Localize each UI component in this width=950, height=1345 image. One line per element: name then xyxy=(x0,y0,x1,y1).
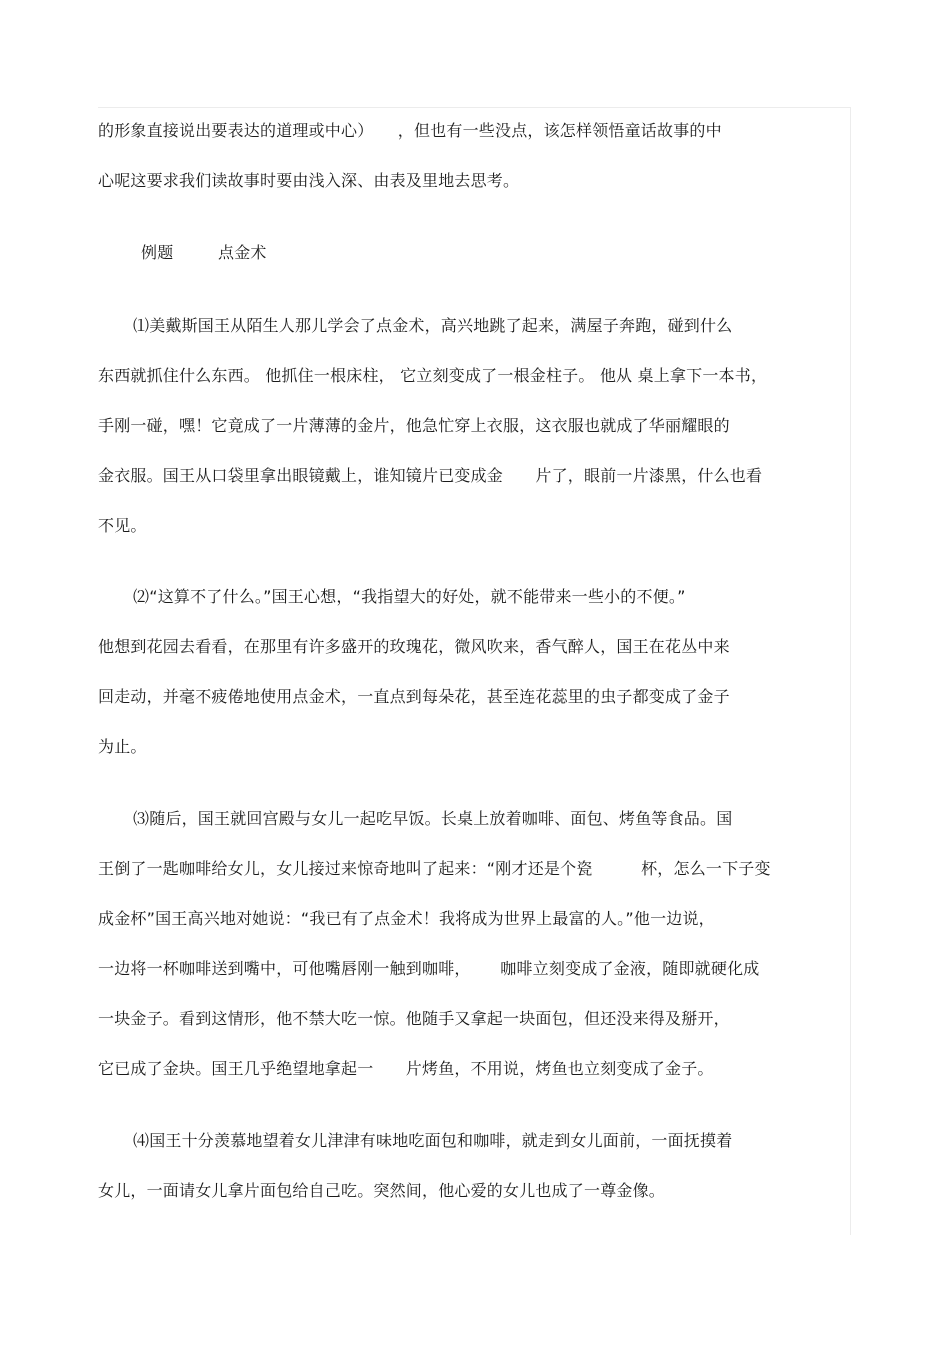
example-title: 点金术 xyxy=(218,243,267,262)
intro-line-1: 的形象直接说出要表达的道理或中心） ，但也有一些没点，该怎样领悟童话故事的中 xyxy=(98,121,722,140)
paragraph-3-line-1: ⑶随后，国王就回宫殿与女儿一起吃早饭。长桌上放着咖啡、面包、烤鱼等食品。国 xyxy=(133,809,733,828)
example-label: 例题 xyxy=(141,243,174,262)
paragraph-3-line-4: 一边将一杯咖啡送到嘴中，可他嘴唇刚一触到咖啡， 咖啡立刻变成了金液，随即就硬化成 xyxy=(98,959,760,978)
paragraph-3-line-3: 成金杯”国王高兴地对她说：“我已有了点金术！我将成为世界上最富的人。”他一边说， xyxy=(98,909,715,928)
paragraph-3-line-2: 王倒了一匙咖啡给女儿，女儿接过来惊奇地叫了起来：“刚才还是个瓷 杯，怎么一下子变 xyxy=(98,859,771,878)
page-border-right xyxy=(850,107,851,1235)
paragraph-1-line-3: 手刚一碰，嘿！它竟成了一片薄薄的金片，他急忙穿上衣服，这衣服也就成了华丽耀眼的 xyxy=(98,416,730,435)
paragraph-1-line-2: 东西就抓住什么东西。 他抓住一根床柱， 它立刻变成了一根金柱子。 他从 桌上拿下一本书， xyxy=(98,366,768,385)
paragraph-1-line-5: 不见。 xyxy=(98,516,147,535)
paragraph-2-line-1: ⑵“这算不了什么。”国王心想，“我指望大的好处，就不能带来一些小的不便。” xyxy=(133,587,686,606)
paragraph-4-line-2: 女儿，一面请女儿拿片面包给自己吃。突然间，他心爱的女儿也成了一尊金像。 xyxy=(98,1181,666,1200)
paragraph-2-line-2: 他想到花园去看看，在那里有许多盛开的玫瑰花，微风吹来，香气醉人，国王在花丛中来 xyxy=(98,637,730,656)
paragraph-3-line-6: 它已成了金块。国王几乎绝望地拿起一 片烤鱼，不用说，烤鱼也立刻变成了金子。 xyxy=(98,1059,714,1078)
paragraph-4-line-1: ⑷国王十分羡慕地望着女儿津津有味地吃面包和咖啡，就走到女儿面前，一面抚摸着 xyxy=(133,1131,733,1150)
paragraph-2-line-3: 回走动，并毫不疲倦地使用点金术，一直点到每朵花，甚至连花蕊里的虫子都变成了金子 xyxy=(98,687,730,706)
paragraph-2-line-4: 为止。 xyxy=(98,737,147,756)
paragraph-1-line-1: ⑴美戴斯国王从陌生人那儿学会了点金术，高兴地跳了起来，满屋子奔跑，碰到什么 xyxy=(133,316,733,335)
paragraph-3-line-5: 一块金子。看到这情形，他不禁大吃一惊。他随手又拿起一块面包，但还没来得及掰开， xyxy=(98,1009,730,1028)
page-border-top xyxy=(98,107,850,108)
intro-line-2: 心呢这要求我们读故事时要由浅入深、由表及里地去思考。 xyxy=(98,171,520,190)
paragraph-1-line-4: 金衣服。国王从口袋里拿出眼镜戴上，谁知镜片已变成金 片了，眼前一片漆黑，什么也看 xyxy=(98,466,763,485)
